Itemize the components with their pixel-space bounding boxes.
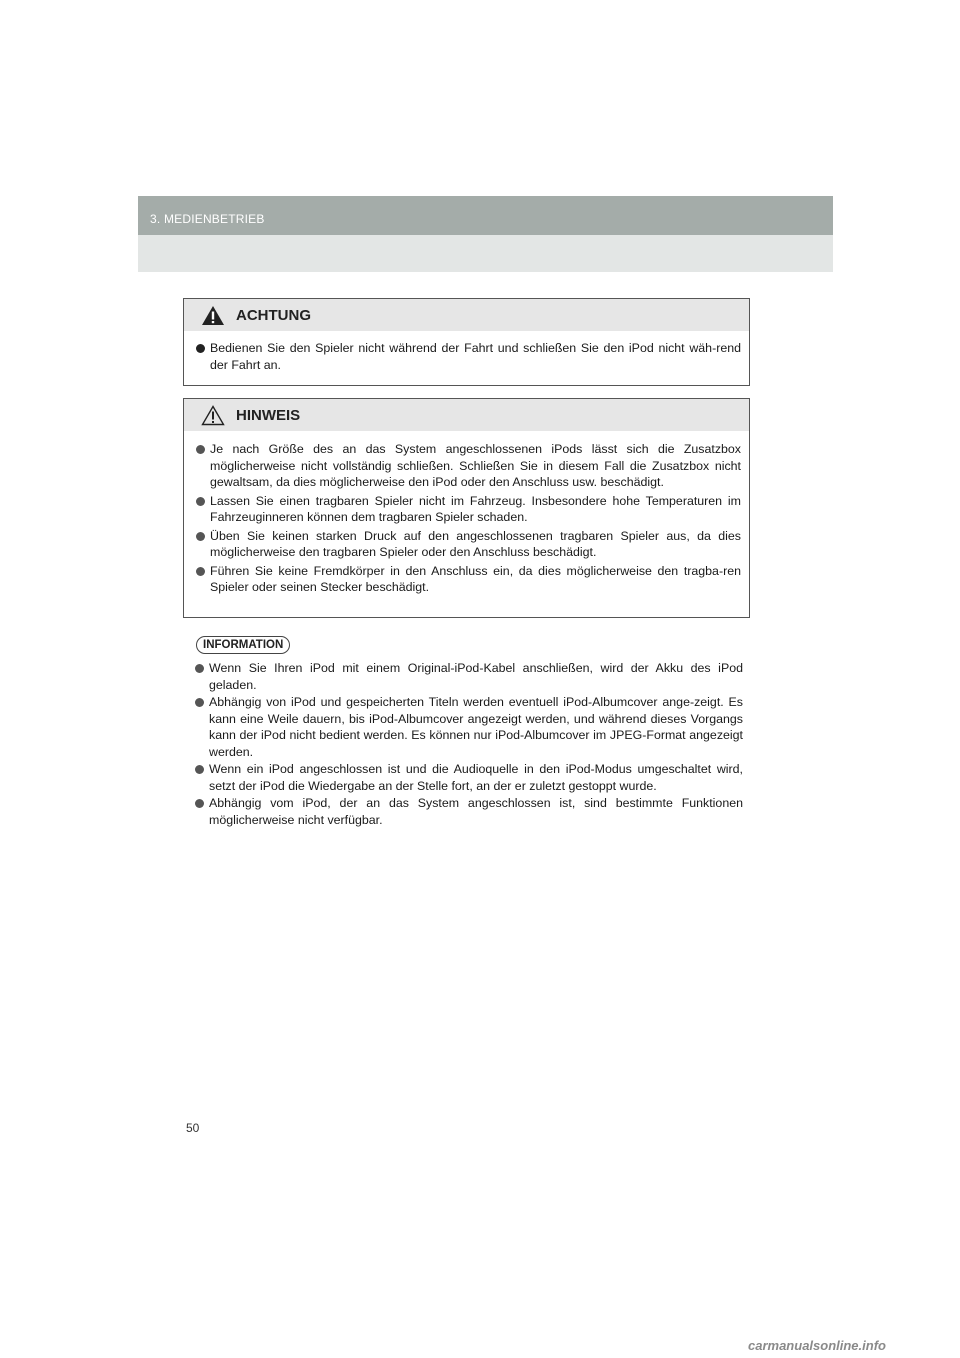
bullet-icon xyxy=(196,497,205,506)
bullet-icon xyxy=(195,664,204,673)
information-item: Abhängig vom iPod, der an das System angeschlossen ist, sind bestimmte Funktionen möglicherweise nicht verfügbar. xyxy=(195,795,743,828)
information-item: Abhängig von iPod und gespeicherten Titeln werden eventuell iPod-Albumcover ange-zeigt. Es kann eine Weile dauern, bis iPod-Albumcover angezeigt werden, und während dieses Vorgangs kann der iPod nicht bedient werden. Es können nur iPod-Albumcover im JPEG-Format angezeigt werden. xyxy=(195,694,743,760)
bullet-icon xyxy=(195,799,204,808)
information-badge: INFORMATION xyxy=(196,636,290,654)
header-band xyxy=(138,196,833,235)
caution-box xyxy=(183,298,750,386)
notice-item: Führen Sie keine Fremdkörper in den Anschluss ein, da dies möglicherweise den tragba-ren Spieler oder seinen Stecker beschädigt. xyxy=(196,563,741,596)
warning-triangle-filled-icon xyxy=(201,305,225,326)
bullet-icon xyxy=(196,344,205,353)
warning-triangle-outline-icon xyxy=(201,405,225,426)
notice-box xyxy=(183,398,750,618)
notice-item: Üben Sie keinen starken Druck auf den angeschlossenen tragbaren Spieler aus, da dies möglicherweise den tragbaren Spieler oder den Anschluss beschädigt. xyxy=(196,528,741,561)
caution-title: ACHTUNG xyxy=(236,307,311,324)
page-number: 50 xyxy=(186,1121,200,1135)
information-item: Wenn Sie Ihren iPod mit einem Original-iPod-Kabel anschließen, wird der Akku des iPod geladen. xyxy=(195,660,743,693)
caution-item: Bedienen Sie den Spieler nicht während der Fahrt und schließen Sie den iPod nicht wäh-rend der Fahrt an. xyxy=(196,340,741,373)
bullet-icon xyxy=(195,765,204,774)
notice-title: HINWEIS xyxy=(236,407,301,424)
notice-box-header xyxy=(184,399,749,431)
bullet-icon xyxy=(196,532,205,541)
information-list xyxy=(195,660,743,829)
bullet-icon xyxy=(196,445,205,454)
notice-item: Je nach Größe des an das System angeschlossenen iPods lässt sich die Zusatzbox möglicherweise nicht vollständig schließen. Schließen Sie in diesem Fall die Zusatzbox nicht gewaltsam, da dies möglicherweise den iPod oder den Anschluss usw. beschädigt. xyxy=(196,441,741,491)
caution-box-header xyxy=(184,299,749,331)
bullet-icon xyxy=(196,567,205,576)
notice-item: Lassen Sie einen tragbaren Spieler nicht im Fahrzeug. Insbesondere hohe Temperaturen im Fahrzeuginneren können dem tragbaren Spieler schaden. xyxy=(196,493,741,526)
information-item: Wenn ein iPod angeschlossen ist und die Audioquelle in den iPod-Modus umgeschaltet wird, setzt der iPod die Wiedergabe an der Stelle fort, an der er zuletzt gestoppt wurde. xyxy=(195,761,743,794)
bullet-icon xyxy=(195,698,204,707)
header-subband xyxy=(138,235,833,272)
watermark: carmanualsonline.info xyxy=(748,1338,886,1353)
section-title: 3. MEDIENBETRIEB xyxy=(150,212,265,226)
